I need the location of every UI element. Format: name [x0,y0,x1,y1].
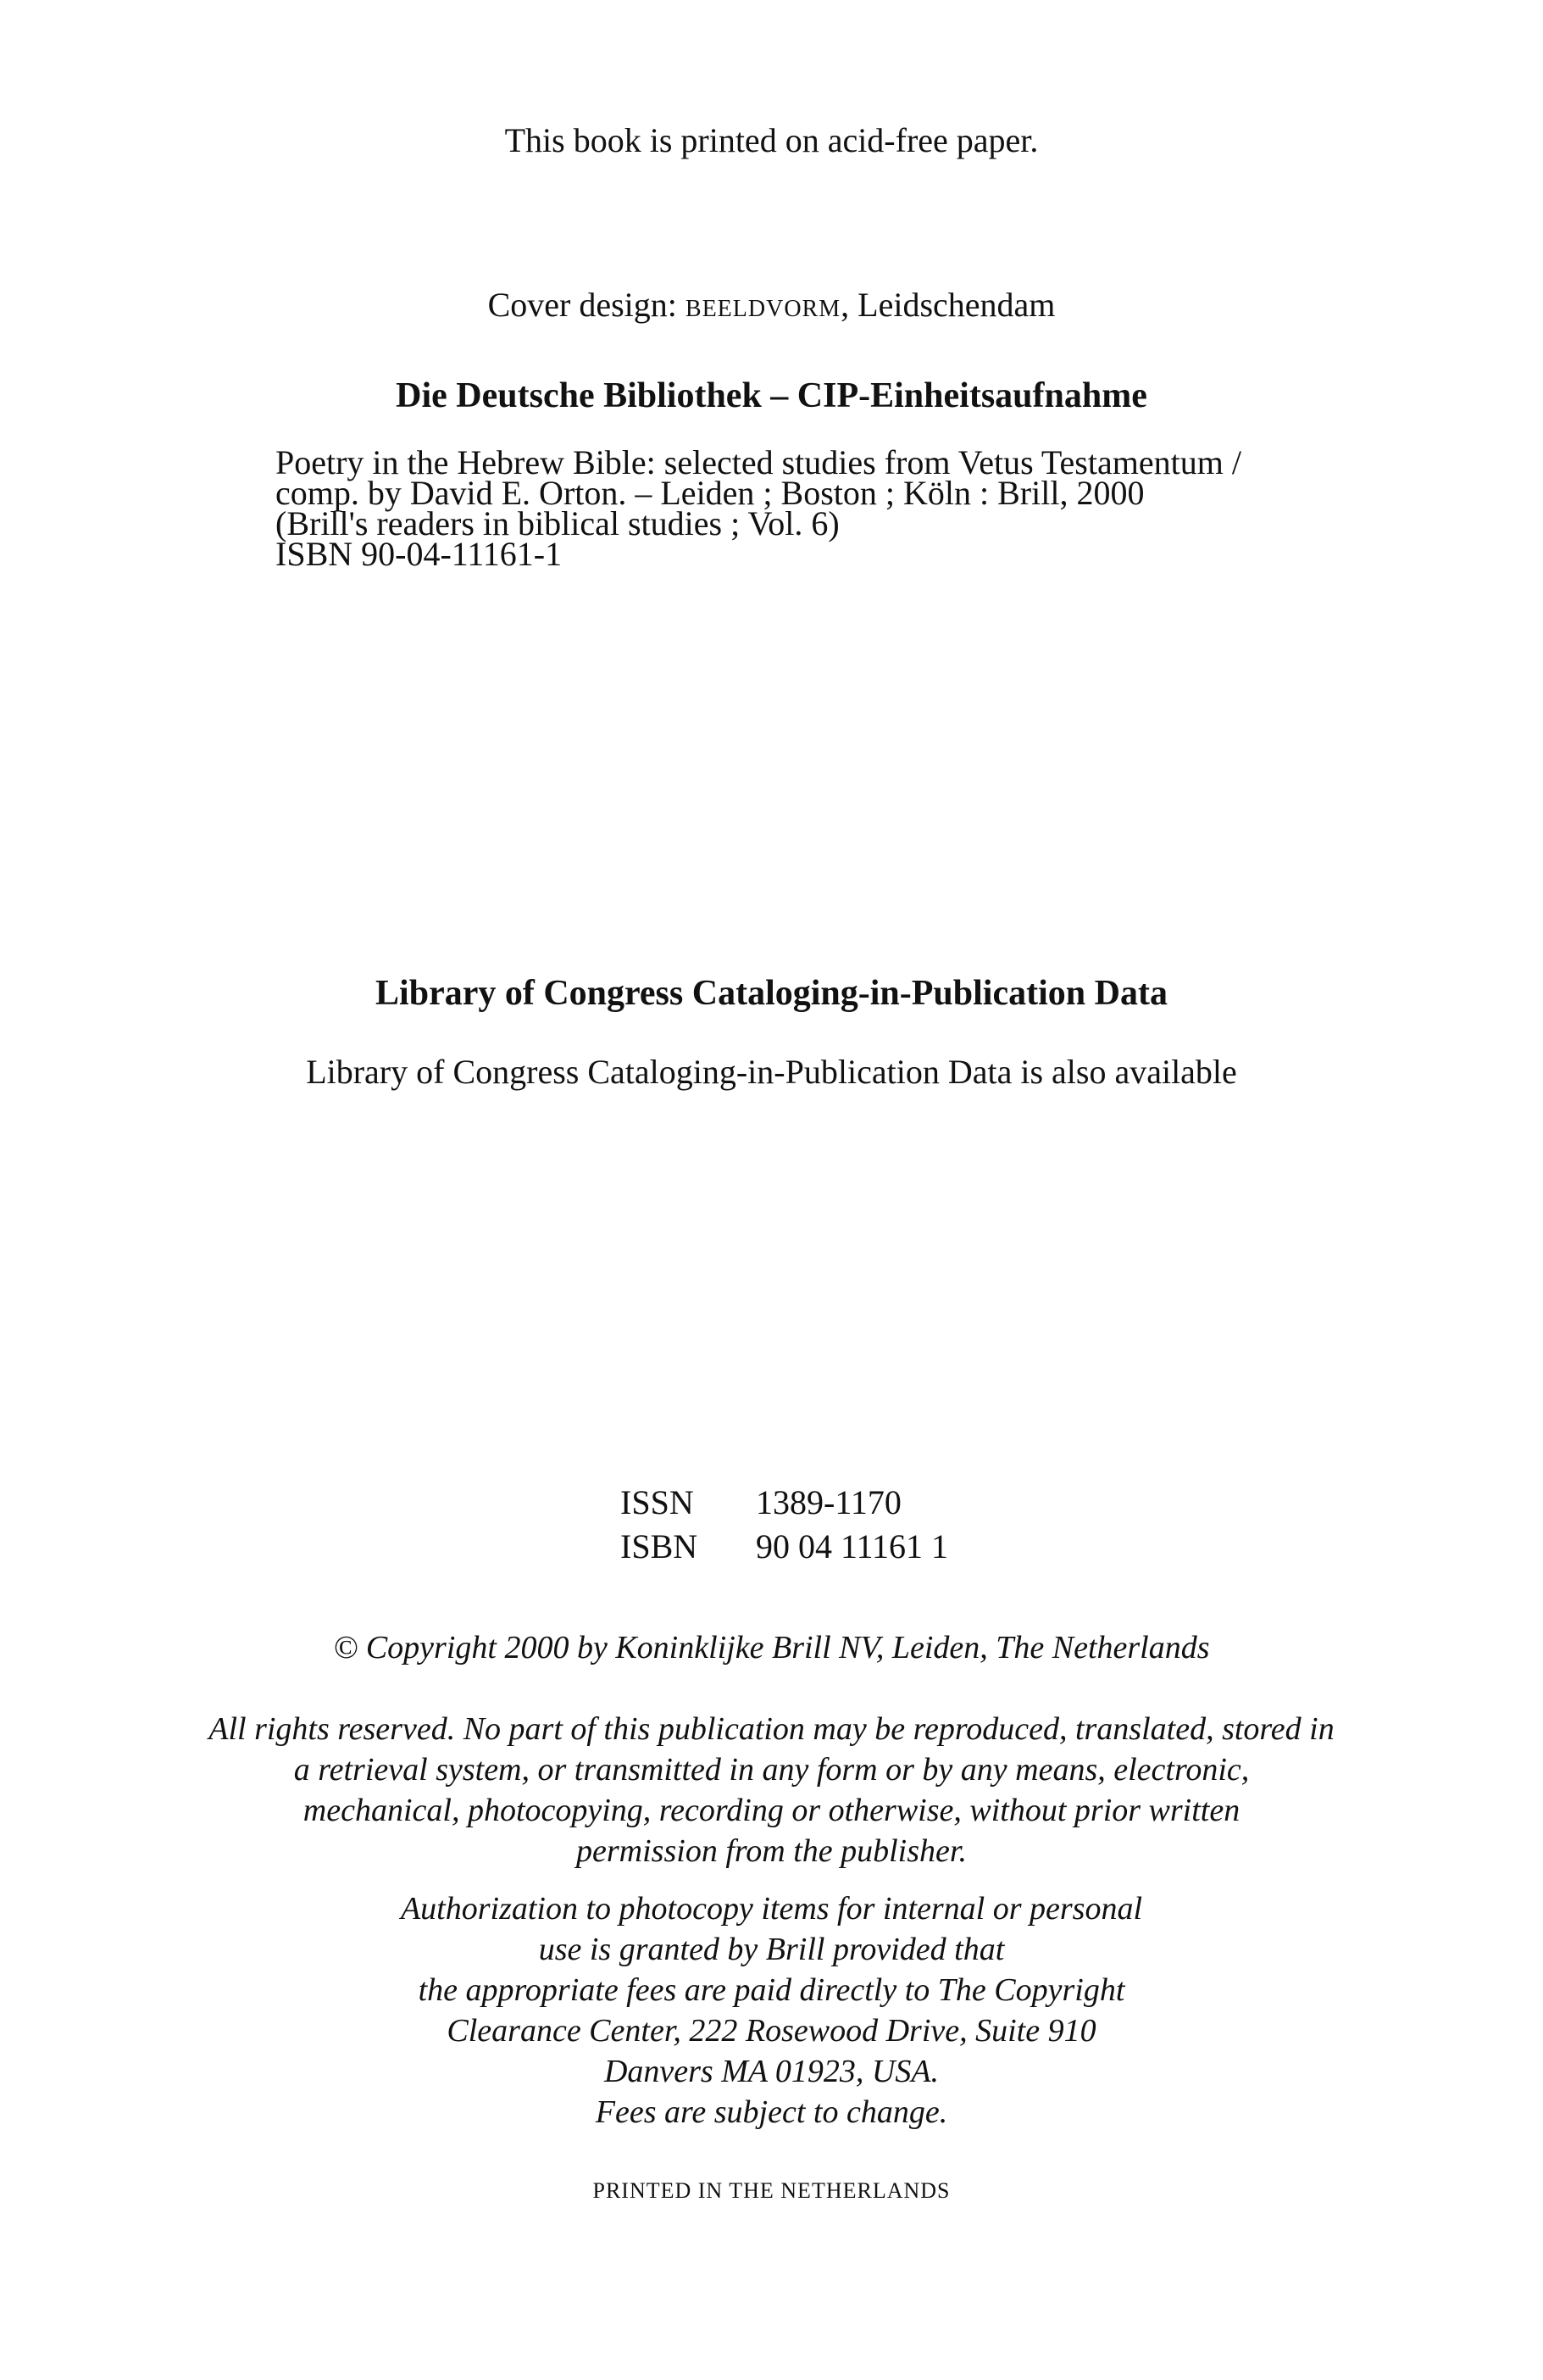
rights-statement [0,1709,1543,1871]
authorization-line: Danvers MA 01923, USA. [603,2054,940,2089]
rights-line: permission from the publisher. [576,1833,967,1869]
cover-design-studio: beeldvorm [685,286,841,324]
authorization-line: Fees are subject to change. [595,2094,948,2130]
loc-text: Library of Congress Cataloging-in-Publication Data is also available [306,1053,1237,1091]
copyright-line: © Copyright 2000 by Koninklijke Brill NV, Leiden, The Netherlands [333,1630,1210,1665]
cip-line: comp. by David E. Orton. – Leiden ; Boston ; Köln : Brill, 2000 [275,474,1145,512]
cip-line: Poetry in the Hebrew Bible: selected studies from Vetus Testamentum / [275,443,1241,481]
acid-free-notice: This book is printed on acid-free paper. [504,121,1039,159]
identifier-row [620,1481,948,1525]
identifier-label: ISBN [620,1527,698,1565]
authorization-line: use is granted by Brill provided that [538,1932,1005,1967]
identifier-row [620,1525,948,1569]
authorization-statement [0,1888,1543,2133]
identifiers [620,1481,948,1569]
identifier-value: 90 04 11161 1 [756,1527,949,1565]
identifier-label: ISSN [620,1483,694,1521]
cip-line: (Brill's readers in biblical studies ; Vol. 6) [275,504,840,542]
rights-line: a retrieval system, or transmitted in any form or by any means, electronic, [293,1752,1250,1788]
authorization-line: Clearance Center, 222 Rosewood Drive, Suite 910 [447,2013,1096,2049]
cip-line: ISBN 90-04-11161-1 [275,535,563,573]
rights-line: All rights reserved. No part of this publication may be reproduced, translated, stored in [208,1711,1335,1747]
authorization-line: the appropriate fees are paid directly to The Copyright [418,1972,1125,2008]
identifier-value: 1389-1170 [756,1483,902,1521]
dnb-heading: Die Deutsche Bibliothek – CIP-Einheitsaufnahme [396,376,1147,415]
cover-design-suffix: , Leidschendam [841,286,1056,324]
loc-heading: Library of Congress Cataloging-in-Publication Data [375,974,1168,1013]
authorization-line: Authorization to photocopy items for internal or personal [400,1891,1143,1927]
printed-in: PRINTED IN THE NETHERLANDS [592,2178,951,2203]
cover-design-prefix: Cover design: [487,286,685,324]
rights-line: mechanical, photocopying, recording or otherwise, without prior written [302,1793,1241,1828]
cover-design-credit [0,285,1543,325]
cip-entry [275,443,1241,573]
